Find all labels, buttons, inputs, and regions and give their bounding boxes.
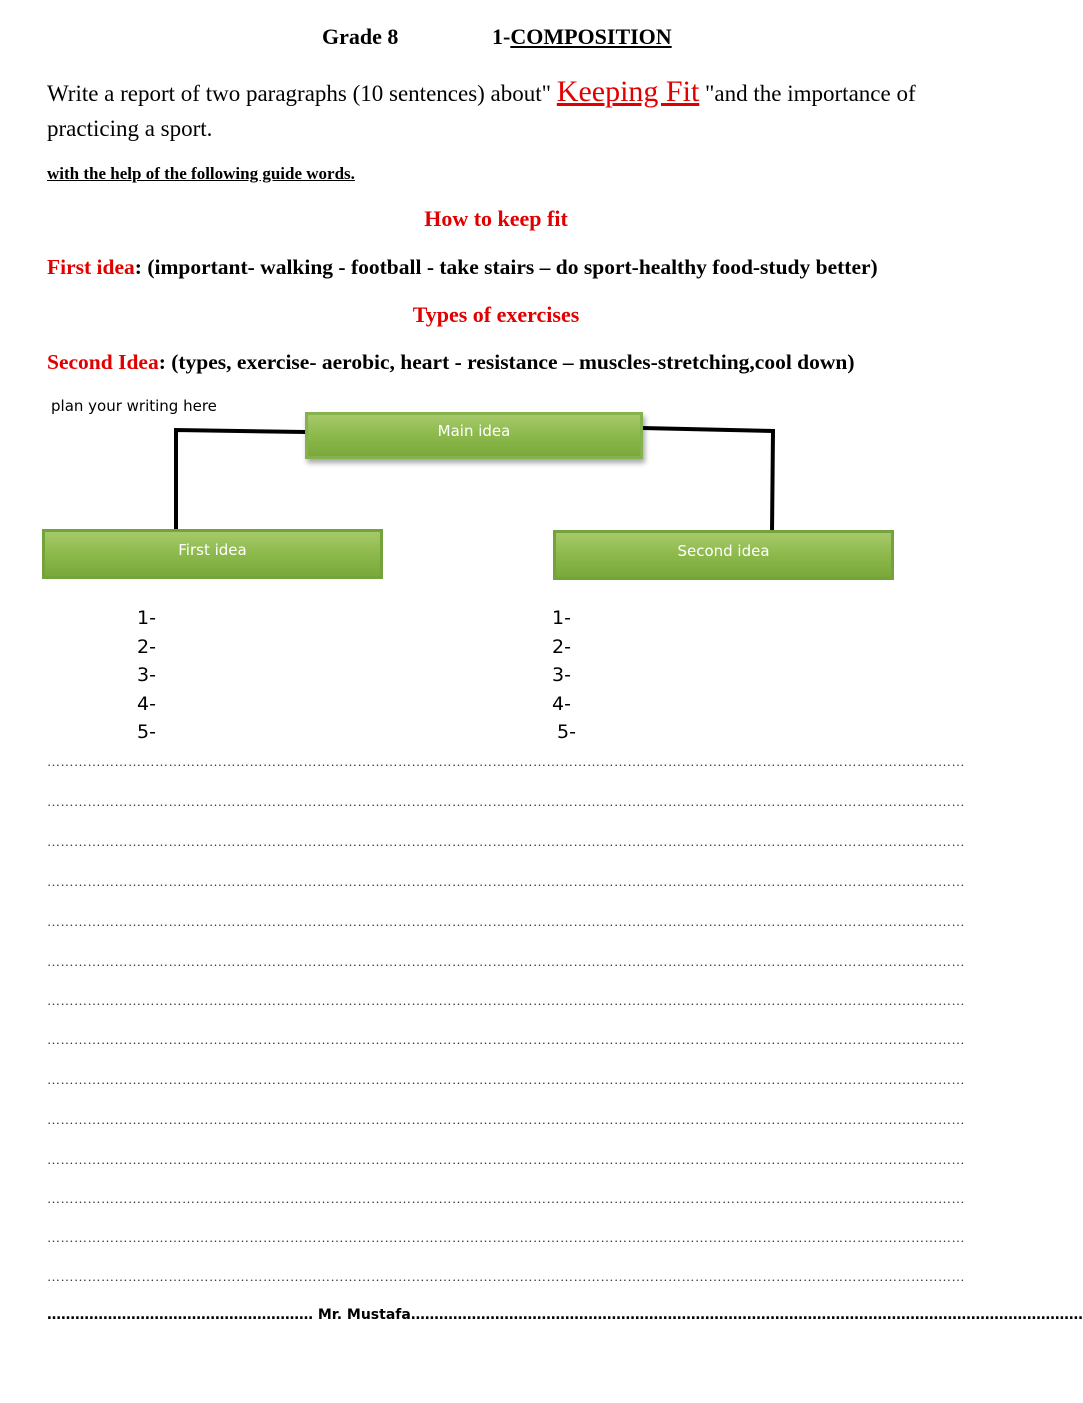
section1-heading: How to keep fit [424,206,568,231]
writing-line[interactable]: …………………………………………………………………………………………………………………………………………………………………………………… [47,914,965,929]
writing-line[interactable]: …………………………………………………………………………………………………………………………………………………………………………………… [47,1230,965,1245]
grade-label: Grade 8 [322,24,399,49]
main-idea-label: Main idea [437,422,511,440]
second-idea-label: Second Idea [47,350,159,374]
second-idea-box [553,530,894,580]
main-idea-box [305,412,643,459]
first-idea-box [42,529,383,579]
list-item: 5- [557,721,576,743]
list-item: 4- [552,692,571,715]
plan-connectors [0,0,992,600]
list-item: 1- [552,607,571,629]
list-item: 1- [137,607,156,629]
writing-line[interactable]: …………………………………………………………………………………………………………………………………………………………………………………… [47,874,965,889]
list-item: 3- [552,664,571,686]
first-idea-box-label: First idea [178,541,247,559]
second-idea-words: : (types, exercise- aerobic, heart - resistance – muscles-stretching,cool down) [158,350,855,374]
author-name: Mr. Mustafa [313,1307,411,1323]
second-idea-list [552,607,576,750]
writing-line[interactable]: …………………………………………………………………………………………………………………………………………………………………………………… [47,834,965,849]
writing-line[interactable]: …………………………………………………………………………………………………………………………………………………………………………………… [47,1112,965,1127]
first-idea-words: : (important- walking - football - take stairs – do sport-healthy food-study better) [134,255,878,279]
writing-line[interactable]: …………………………………………………………………………………………………………………………………………………………………………………… [47,754,965,769]
plan-label: plan your writing here [51,397,217,415]
writing-line[interactable]: …………………………………………………………………………………………………………………………………………………………………………………… [47,954,965,969]
first-idea-label: First idea [47,255,135,279]
list-item: 3- [137,664,156,686]
writing-line[interactable]: …………………………………………………………………………………………………………………………………………………………………………………… [47,1072,965,1087]
second-idea-box-label: Second idea [677,542,770,560]
section2-heading: Types of exercises [412,302,580,327]
topic-keeping-fit: Keeping Fit [556,75,700,108]
composition-title: COMPOSITION [510,24,672,49]
writing-line[interactable]: …………………………………………………………………………………………………………………………………………………………………………………… [47,1032,965,1047]
connector-left [176,430,306,533]
instructions-before: Write a report of two paragraphs (10 sentences) about" [47,81,552,106]
connector-right [642,428,773,533]
writing-line[interactable]: …………………………………………………………………………………………………………………………………………………………………………………… [47,993,965,1008]
writing-line[interactable]: …………………………………………………………………………………………………………………………………………………………………………………… [47,794,965,809]
instructions-after: "and the importance of practicing a sport. [47,81,916,141]
footer-dots-left: ………………………………………………… [47,1307,313,1323]
writing-line[interactable]: …………………………………………………………………………………………………………………………………………………………………………………… [47,1191,965,1206]
footer-dots-right: ……………………………………………………………………………………………………………………………… [410,1307,1083,1323]
list-item: 2- [552,635,571,658]
writing-line[interactable]: …………………………………………………………………………………………………………………………………………………………………………………… [47,1152,965,1167]
list-item: 2- [137,635,156,658]
first-idea-list [137,607,156,750]
list-item: 4- [137,692,156,715]
composition-number: 1- [492,24,511,49]
guide-words-note: with the help of the following guide words. [47,164,355,183]
writing-line[interactable]: …………………………………………………………………………………………………………………………………………………………………………………… [47,1269,965,1284]
footer-signature [47,1307,1083,1323]
list-item: 5- [137,721,156,743]
